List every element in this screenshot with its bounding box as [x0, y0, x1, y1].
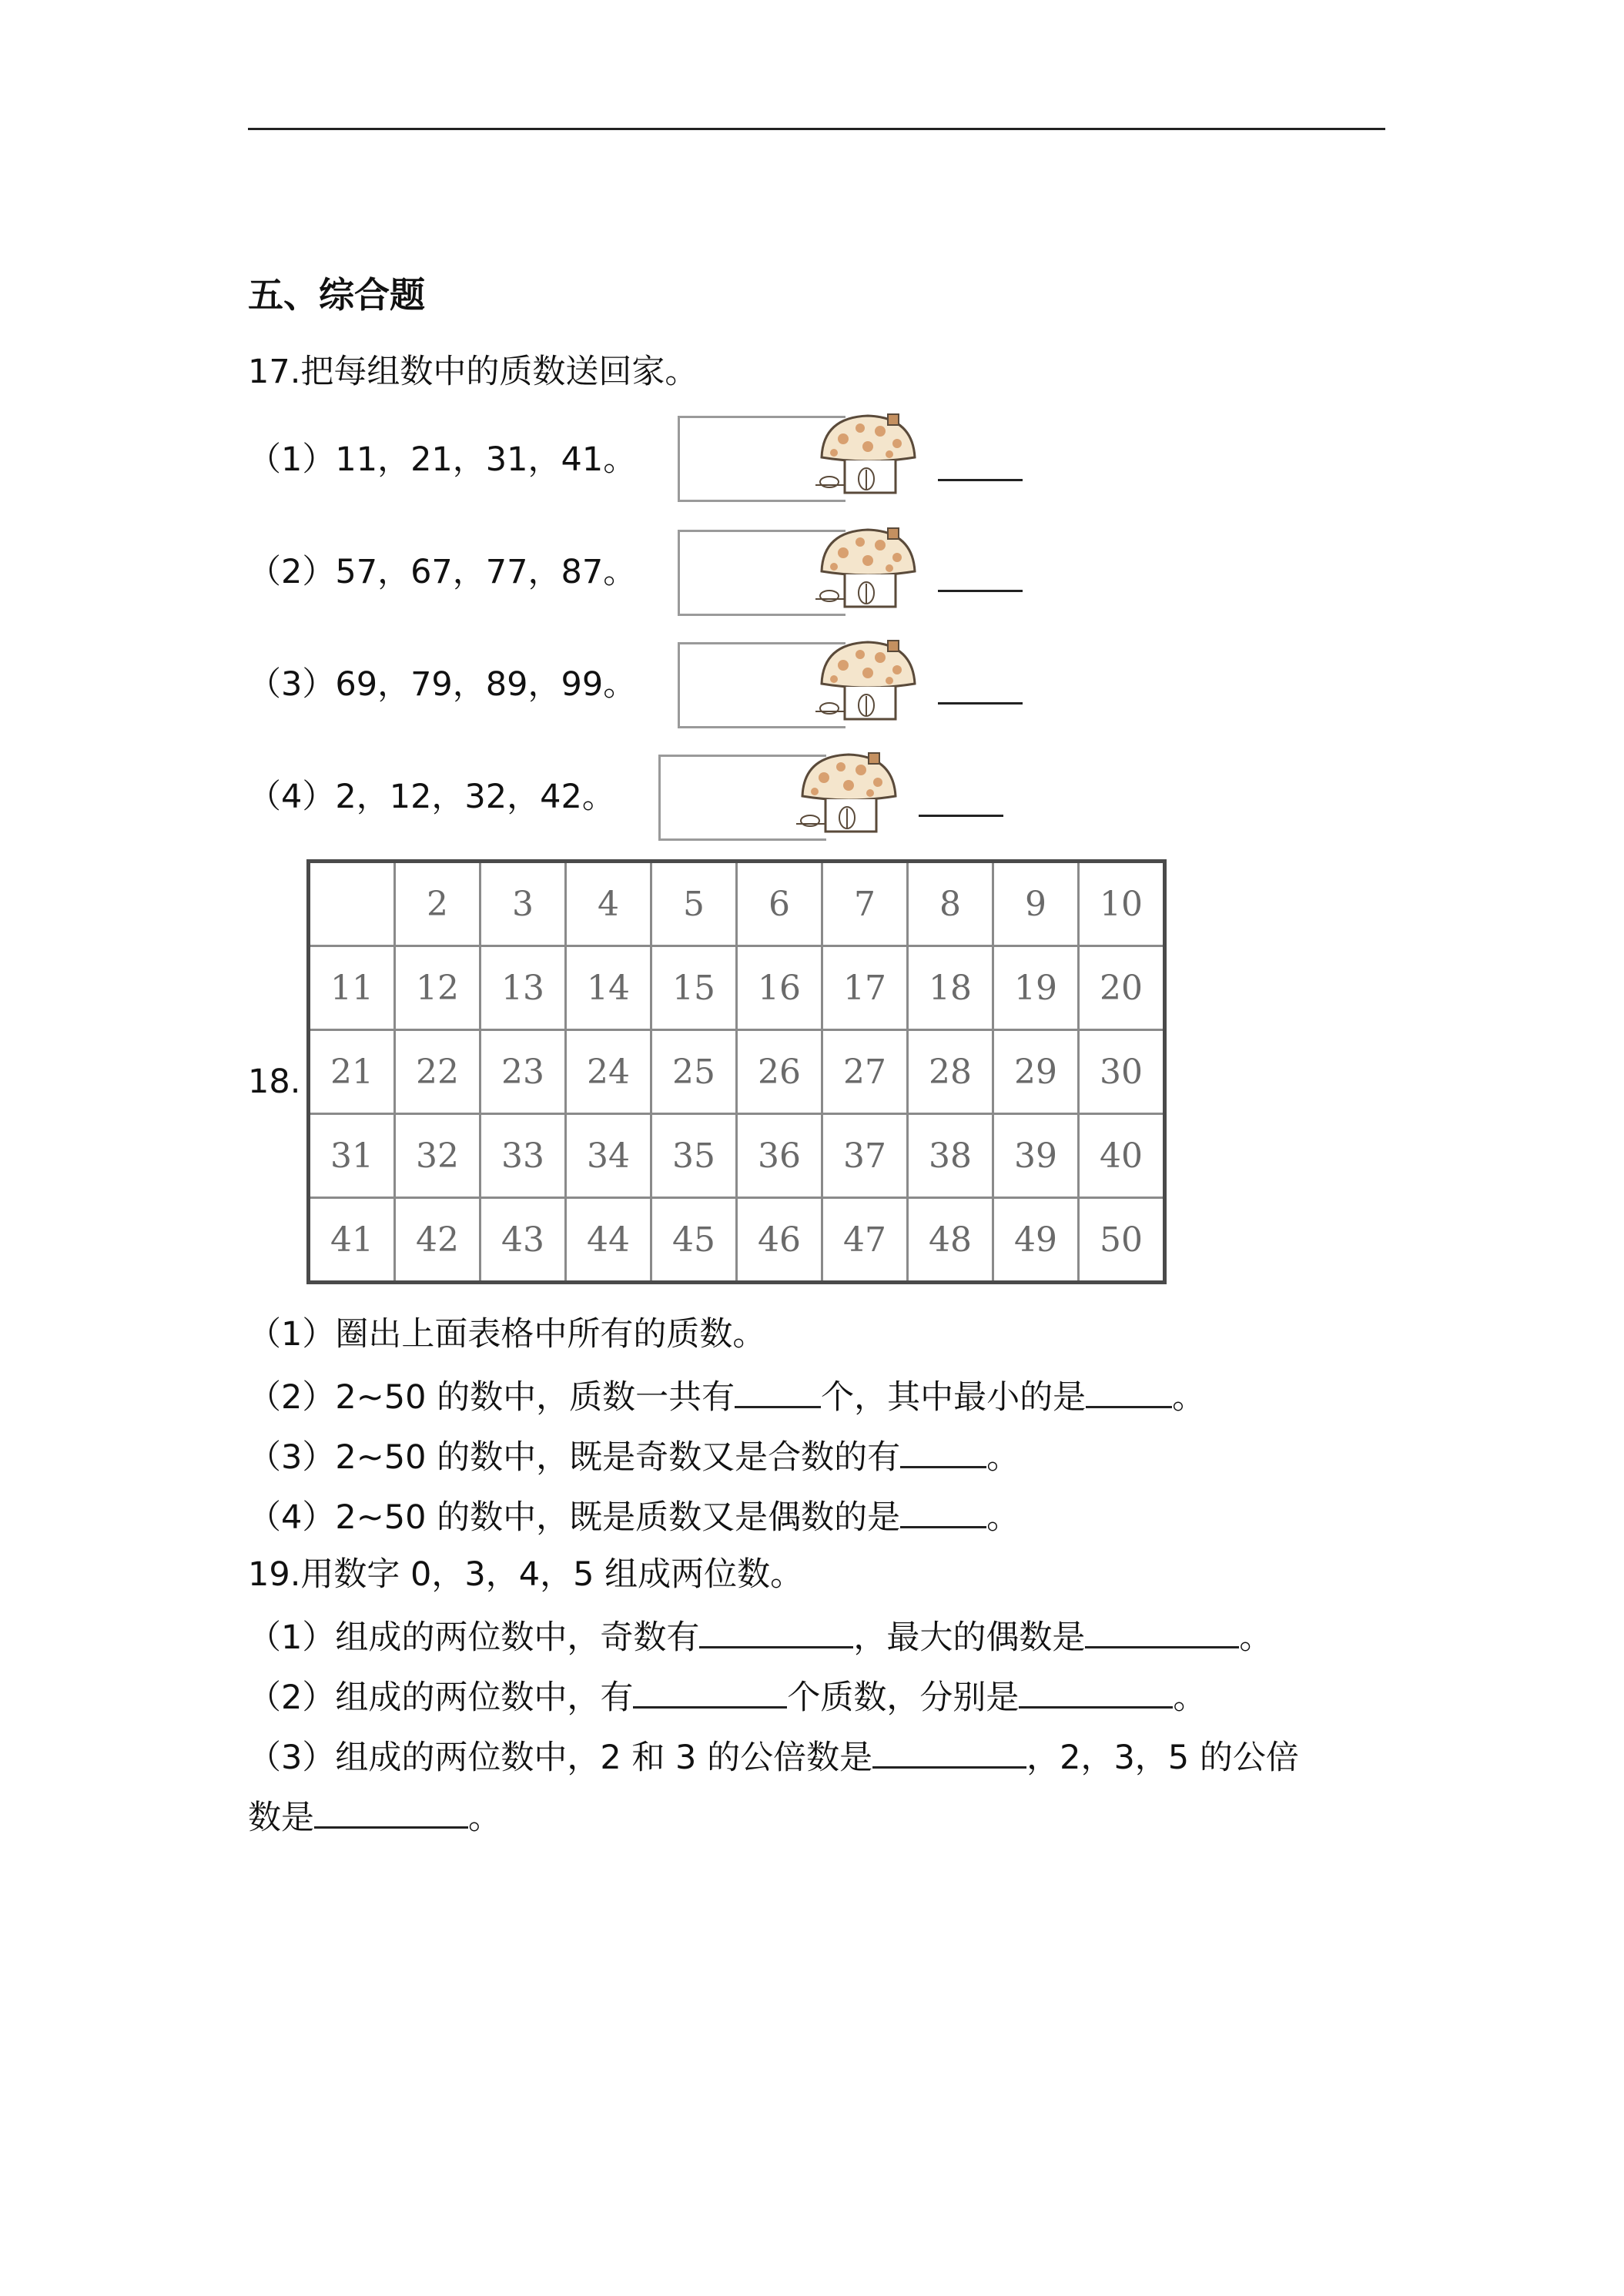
q18-sub2-blank-count[interactable] [735, 1375, 821, 1408]
grid-cell[interactable]: 26 [737, 1030, 822, 1114]
grid-cell[interactable]: 22 [395, 1030, 481, 1114]
grid-cell[interactable]: 37 [822, 1114, 908, 1198]
grid-cell[interactable]: 32 [395, 1114, 481, 1198]
grid-cell[interactable]: 24 [566, 1030, 651, 1114]
grid-cell[interactable]: 30 [1079, 1030, 1165, 1114]
q17-answer-line-2[interactable] [938, 590, 1023, 592]
q18-sub2: （2）2~50 的数中，质数一共有 个，其中最小的是 。 [248, 1375, 1205, 1417]
grid-cell[interactable]: 21 [309, 1030, 395, 1114]
grid-row [309, 1198, 1165, 1283]
grid-cell[interactable]: 50 [1079, 1198, 1165, 1283]
section-title: 五、综合题 [248, 274, 425, 316]
grid-cell[interactable]: 23 [481, 1030, 566, 1114]
q19-sub3-blank-2-3-5[interactable] [314, 1796, 468, 1829]
grid-row [309, 1030, 1165, 1114]
q18-sub1: （1）圈出上面表格中所有的质数。 [248, 1315, 766, 1354]
number-grid [306, 859, 1167, 1284]
grid-cell[interactable]: 42 [395, 1198, 481, 1283]
mushroom-house-icon [812, 524, 924, 612]
grid-cell[interactable]: 35 [651, 1114, 737, 1198]
grid-cell[interactable]: 49 [993, 1198, 1079, 1283]
grid-cell[interactable]: 8 [908, 862, 993, 946]
grid-cell[interactable]: 28 [908, 1030, 993, 1114]
grid-cell[interactable]: 6 [737, 862, 822, 946]
q17-item-4-label: （4）2，12，32，42。 [248, 778, 615, 816]
grid-cell[interactable]: 2 [395, 862, 481, 946]
grid-cell[interactable]: 29 [993, 1030, 1079, 1114]
grid-cell[interactable]: 47 [822, 1198, 908, 1283]
grid-cell[interactable]: 39 [993, 1114, 1079, 1198]
grid-cell[interactable]: 43 [481, 1198, 566, 1283]
header-rule [248, 128, 1385, 130]
q18-number: 18. [248, 1063, 301, 1101]
grid-cell[interactable]: 12 [395, 946, 481, 1030]
q19-sub2-blank-count[interactable] [633, 1675, 787, 1709]
grid-cell[interactable]: 3 [481, 862, 566, 946]
grid-row [309, 862, 1165, 946]
grid-cell[interactable]: 14 [566, 946, 651, 1030]
q17-answer-line-4[interactable] [919, 815, 1003, 817]
grid-cell[interactable]: 25 [651, 1030, 737, 1114]
mushroom-house-icon [812, 636, 924, 725]
q18-sub3-blank[interactable] [900, 1435, 986, 1468]
q19-sub3-blank-2-3[interactable] [872, 1735, 1026, 1769]
q17-item-1-label: （1）11，21，31，41。 [248, 440, 637, 479]
grid-cell[interactable]: 20 [1079, 946, 1165, 1030]
grid-cell[interactable]: 38 [908, 1114, 993, 1198]
grid-cell[interactable]: 16 [737, 946, 822, 1030]
mushroom-house-icon [793, 748, 905, 837]
grid-cell[interactable]: 13 [481, 946, 566, 1030]
grid-cell[interactable]: 11 [309, 946, 395, 1030]
grid-cell[interactable]: 45 [651, 1198, 737, 1283]
grid-cell[interactable]: 31 [309, 1114, 395, 1198]
grid-cell[interactable]: 15 [651, 946, 737, 1030]
q19-stem: 19.用数字 0，3，4，5 组成两位数。 [248, 1555, 804, 1594]
grid-cell[interactable]: 18 [908, 946, 993, 1030]
grid-cell[interactable]: 33 [481, 1114, 566, 1198]
grid-cell[interactable]: 40 [1079, 1114, 1165, 1198]
q17-item-2-label: （2）57，67，77，87。 [248, 553, 637, 591]
grid-cell[interactable]: 19 [993, 946, 1079, 1030]
mushroom-house-icon [812, 410, 924, 498]
grid-cell[interactable]: 44 [566, 1198, 651, 1283]
q17-item-3-label: （3）69，79，89，99。 [248, 665, 637, 704]
grid-cell[interactable]: 17 [822, 946, 908, 1030]
q18-sub4-blank[interactable] [900, 1495, 986, 1528]
q17-answer-line-3[interactable] [938, 702, 1023, 705]
q17-answer-line-1[interactable] [938, 479, 1023, 481]
q19-sub1: （1）组成的两位数中，奇数有 ，最大的偶数是 。 [248, 1615, 1272, 1657]
q18-sub2-blank-smallest[interactable] [1086, 1375, 1172, 1408]
grid-cell[interactable]: 4 [566, 862, 651, 946]
grid-cell[interactable]: 34 [566, 1114, 651, 1198]
q19-sub3-cont: 数是 。 [248, 1796, 501, 1837]
grid-cell[interactable]: 7 [822, 862, 908, 946]
q19-sub3: （3）组成的两位数中，2 和 3 的公倍数是 ，2，3，5 的公倍 [248, 1735, 1299, 1777]
grid-cell[interactable]: 36 [737, 1114, 822, 1198]
q19-sub2: （2）组成的两位数中，有 个质数，分别是 。 [248, 1675, 1206, 1717]
q18-sub4: （4）2~50 的数中，既是质数又是偶数的是 。 [248, 1495, 1020, 1537]
grid-cell[interactable]: 10 [1079, 862, 1165, 946]
grid-cell[interactable]: 46 [737, 1198, 822, 1283]
grid-cell[interactable]: 41 [309, 1198, 395, 1283]
grid-cell[interactable]: 5 [651, 862, 737, 946]
grid-row [309, 1114, 1165, 1198]
q18-sub3: （3）2~50 的数中，既是奇数又是合数的有 。 [248, 1435, 1020, 1477]
grid-cell[interactable]: 9 [993, 862, 1079, 946]
grid-cell[interactable]: 27 [822, 1030, 908, 1114]
q17-stem: 17.把每组数中的质数送回家。 [248, 353, 698, 391]
q19-sub2-blank-list[interactable] [1019, 1675, 1173, 1709]
grid-row [309, 946, 1165, 1030]
q19-sub1-blank-even[interactable] [1085, 1615, 1239, 1648]
grid-cell[interactable] [309, 862, 395, 946]
grid-cell[interactable]: 48 [908, 1198, 993, 1283]
q19-sub1-blank-odd[interactable] [699, 1615, 853, 1648]
